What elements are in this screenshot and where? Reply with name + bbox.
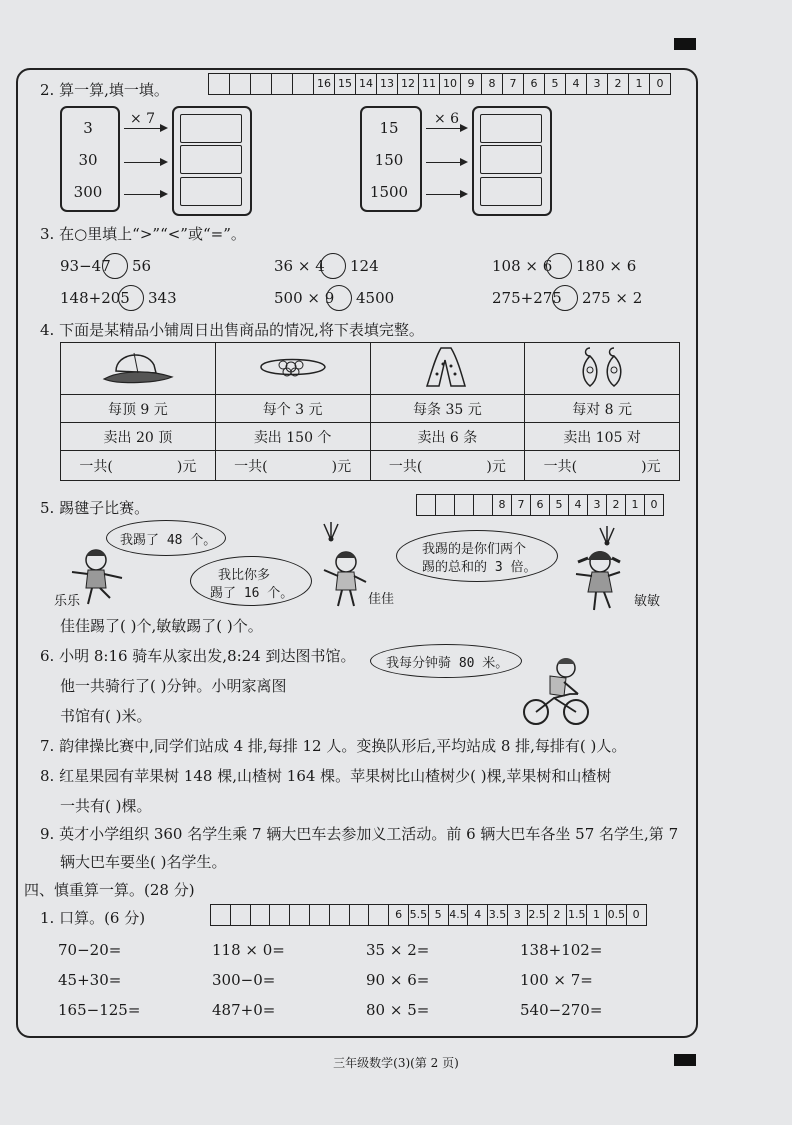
kid-jiajia-icon [318,548,370,610]
total-prefix: 一共( [79,458,113,475]
name-minmin: 敏敏 [634,594,661,609]
score-cell[interactable]: 4 [569,495,588,515]
hairpin-icon [253,347,333,387]
score-cell[interactable]: 6 [389,905,409,925]
q5-title: 5. 踢毽子比赛。 [40,499,150,517]
q8-line-2[interactable]: 一共有( )棵。 [60,797,152,815]
page-footer: 三年级数学(3)(第 2 页) [333,1056,459,1070]
arrow-icon [124,128,166,129]
score-cell[interactable] [310,905,330,925]
arrow-icon [124,194,166,195]
compare-circle[interactable] [118,285,144,311]
table-cell [215,343,370,395]
s4-sub-title: 1. 口算。(6 分) [40,909,146,927]
price-cell: 每顶 9 元 [61,395,216,423]
calc-item[interactable]: 487+0= [212,1001,276,1019]
score-cell[interactable]: 7 [503,74,524,94]
q6-line-2[interactable]: 他一共骑行了( )分钟。小明家离图 [60,677,287,695]
q3-left-4: 148+205 [60,289,130,307]
q2-left-num-1: 3 [83,119,93,137]
q7-text[interactable]: 7. 韵律操比赛中,同学们站成 4 排,每排 12 人。变换队形后,平均站成 8 排,每排有( )人。 [40,737,627,755]
shuttlecock-icon [594,524,620,546]
score-cell[interactable]: 8 [493,495,512,515]
calc-item[interactable]: 45+30= [58,971,122,989]
compare-circle[interactable] [102,253,128,279]
q4-title: 4. 下面是某精品小铺周日出售商品的情况,将下表填完整。 [40,321,424,339]
score-cell[interactable]: 0 [650,498,658,511]
q2-right-num-1: 15 [379,119,399,137]
bubble-text: 踢的总和的 3 倍。 [422,560,537,575]
q2-right-answer-1[interactable] [480,114,542,143]
total-suffix: )元 [331,458,352,475]
q3-left-3: 108 × 6 [492,257,553,275]
table-cell [370,343,525,395]
name-jiajia: 佳佳 [368,592,395,607]
calc-item[interactable]: 100 × 7= [520,971,593,989]
calc-item[interactable]: 138+102= [520,941,603,959]
price-cell: 每条 35 元 [370,395,525,423]
calc-item[interactable]: 165−125= [58,1001,141,1019]
score-cell[interactable] [293,74,314,94]
score-cell[interactable] [330,905,350,925]
score-cell[interactable]: 6 [524,74,545,94]
q2-right-answer-2[interactable] [480,145,542,174]
score-cell[interactable]: 2 [548,905,568,925]
q3-left-5: 500 × 9 [274,289,335,307]
q2-left-answer-3[interactable] [180,177,242,206]
q3-right-6: 275 × 2 [582,289,643,307]
calc-item[interactable]: 118 × 0= [212,941,285,959]
score-cell[interactable]: 15 [335,74,356,94]
total-cell[interactable] [61,451,216,481]
score-cell[interactable]: 9 [461,74,482,94]
sold-cell: 卖出 105 对 [525,423,680,451]
price-cell: 每对 8 元 [525,395,680,423]
score-cell[interactable]: 2 [607,495,626,515]
bicycle-rider-icon [520,654,592,730]
q2-left-num-3: 300 [73,183,103,201]
q2-left-op: × 7 [130,111,156,127]
score-cell[interactable]: 5 [545,74,566,94]
score-cell[interactable]: 2 [608,74,629,94]
q2-right-num-3: 1500 [369,183,409,201]
score-cell[interactable]: 5 [429,905,449,925]
score-cell[interactable]: 6 [531,495,550,515]
earrings-icon [572,344,632,390]
score-cell[interactable] [270,905,290,925]
calc-item[interactable]: 300−0= [212,971,276,989]
sold-cell: 卖出 6 条 [370,423,525,451]
score-cell[interactable]: 2.5 [528,905,548,925]
score-cell[interactable]: 14 [356,74,377,94]
total-cell[interactable] [370,451,525,481]
arrow-icon [124,162,166,163]
bubble-text: 踢了 16 个。 [210,586,294,601]
calc-item[interactable]: 70−20= [58,941,122,959]
score-cell[interactable] [231,905,251,925]
scarf-icon [417,344,477,390]
q3-left-6: 275+275 [492,289,562,307]
calc-item[interactable]: 80 × 5= [366,1001,430,1019]
score-cell[interactable] [290,905,310,925]
calc-item[interactable]: 90 × 6= [366,971,430,989]
score-cell[interactable]: 13 [377,74,398,94]
calc-item[interactable]: 35 × 2= [366,941,430,959]
score-cell[interactable] [436,495,455,515]
q5-answer-line[interactable]: 佳佳踢了( )个,敏敏踢了( )个。 [60,617,263,635]
q2-right-num-2: 150 [374,151,404,169]
total-prefix: 一共( [234,458,268,475]
score-cell[interactable]: 11 [419,74,440,94]
score-cell[interactable] [350,905,370,925]
q9-line-2[interactable]: 辆大巴车要坐( )名学生。 [60,853,227,871]
compare-circle[interactable] [326,285,352,311]
total-cell[interactable] [525,451,680,481]
score-cell[interactable]: 5.5 [409,905,429,925]
total-suffix: )元 [641,458,661,475]
score-cell[interactable]: 10 [440,74,461,94]
table-cell [61,343,216,395]
calc-item[interactable]: 540−270= [520,1001,603,1019]
q8-line-1[interactable]: 8. 红星果园有苹果树 148 棵,山楂树 164 棵。苹果树比山楂树少( )棵,苹果树和山楂树 [40,767,612,785]
score-cell[interactable] [251,74,272,94]
score-cell[interactable] [272,74,293,94]
score-cell[interactable]: 12 [398,74,419,94]
bubble-text: 我比你多 [218,568,271,583]
score-cell[interactable]: 1 [626,495,645,515]
q3-right-4: 343 [148,289,177,307]
total-cell[interactable] [215,451,370,481]
score-cell[interactable]: 4 [468,905,488,925]
score-cell[interactable]: 0 [632,908,640,921]
score-cell[interactable]: 3 [587,74,608,94]
compare-circle[interactable] [546,253,572,279]
score-cell[interactable]: 4 [566,74,587,94]
corner-mark-top [674,38,696,50]
score-cell[interactable]: 0.5 [607,905,627,925]
kid-minmin-icon [570,548,624,614]
total-prefix: 一共( [388,458,423,475]
cap-icon [98,345,178,389]
section-4-title: 四、慎重算一算。(28 分) [24,881,195,899]
q2-right-answer-3[interactable] [480,177,542,206]
score-cell[interactable]: 7 [512,495,531,515]
score-cell[interactable] [474,495,493,515]
sold-cell: 卖出 20 顶 [61,423,216,451]
q3-left-2: 36 × 4 [274,257,325,275]
q9-line-1: 9. 英才小学组织 360 名学生乘 7 辆大巴车去参加义工活动。前 6 辆大巴车各坐 57 名学生,第 7 [40,825,679,843]
q6-line-1: 6. 小明 8:16 骑车从家出发,8:24 到达图书馆。 [40,647,356,665]
score-cell[interactable] [369,905,389,925]
price-cell: 每个 3 元 [215,395,370,423]
total-suffix: )元 [176,458,197,475]
score-cell[interactable]: 4.5 [449,905,469,925]
score-cell[interactable]: 3.5 [488,905,508,925]
total-prefix: 一共( [543,458,578,475]
score-cell[interactable]: 8 [482,74,503,94]
score-cell[interactable] [211,905,231,925]
score-cell[interactable]: 3 [508,905,528,925]
goods-table [60,342,680,481]
q3-right-1: 56 [132,257,152,275]
total-suffix: )元 [486,458,506,475]
name-lele: 乐乐 [54,594,81,609]
table-cell [525,343,680,395]
s4-score-grid [210,904,647,926]
score-cell[interactable] [251,905,271,925]
q3-right-3: 180 × 6 [576,257,637,275]
shuttlecock-icon [318,520,344,542]
q3-title: 3. 在○里填上“>”“<”或“=”。 [40,225,246,243]
q6-line-3[interactable]: 书馆有( )米。 [60,707,152,725]
q3-right-2: 124 [350,257,379,275]
score-cell[interactable] [230,74,251,94]
arrow-icon [426,162,466,163]
q5-score-grid [416,494,664,516]
score-cell[interactable]: 0 [656,77,664,90]
q2-title: 2. 算一算,填一填。 [40,81,169,99]
score-cell[interactable]: 1 [629,74,650,94]
q2-left-num-2: 30 [78,151,98,169]
q2-right-op: × 6 [434,111,460,127]
arrow-icon [426,128,466,129]
arrow-icon [426,194,466,195]
sold-cell: 卖出 150 个 [215,423,370,451]
q3-left-1: 93−47 [60,257,111,275]
q2-left-answer-1[interactable] [180,114,242,143]
score-cell[interactable] [209,74,230,94]
bubble-text: 我踢的是你们两个 [422,542,527,557]
score-cell[interactable]: 1.5 [567,905,587,925]
compare-circle[interactable] [552,285,578,311]
score-cell[interactable] [417,495,436,515]
score-cell[interactable]: 3 [588,495,607,515]
q2-score-grid [208,73,671,95]
compare-circle[interactable] [320,253,346,279]
score-cell[interactable]: 5 [550,495,569,515]
bubble-text: 我每分钟骑 80 米。 [386,656,509,671]
q2-left-answer-2[interactable] [180,145,242,174]
score-cell[interactable] [455,495,474,515]
score-cell[interactable]: 16 [314,74,335,94]
bubble-text: 我踢了 48 个。 [120,533,217,548]
score-cell[interactable]: 1 [587,905,607,925]
q3-right-5: 4500 [356,289,395,307]
